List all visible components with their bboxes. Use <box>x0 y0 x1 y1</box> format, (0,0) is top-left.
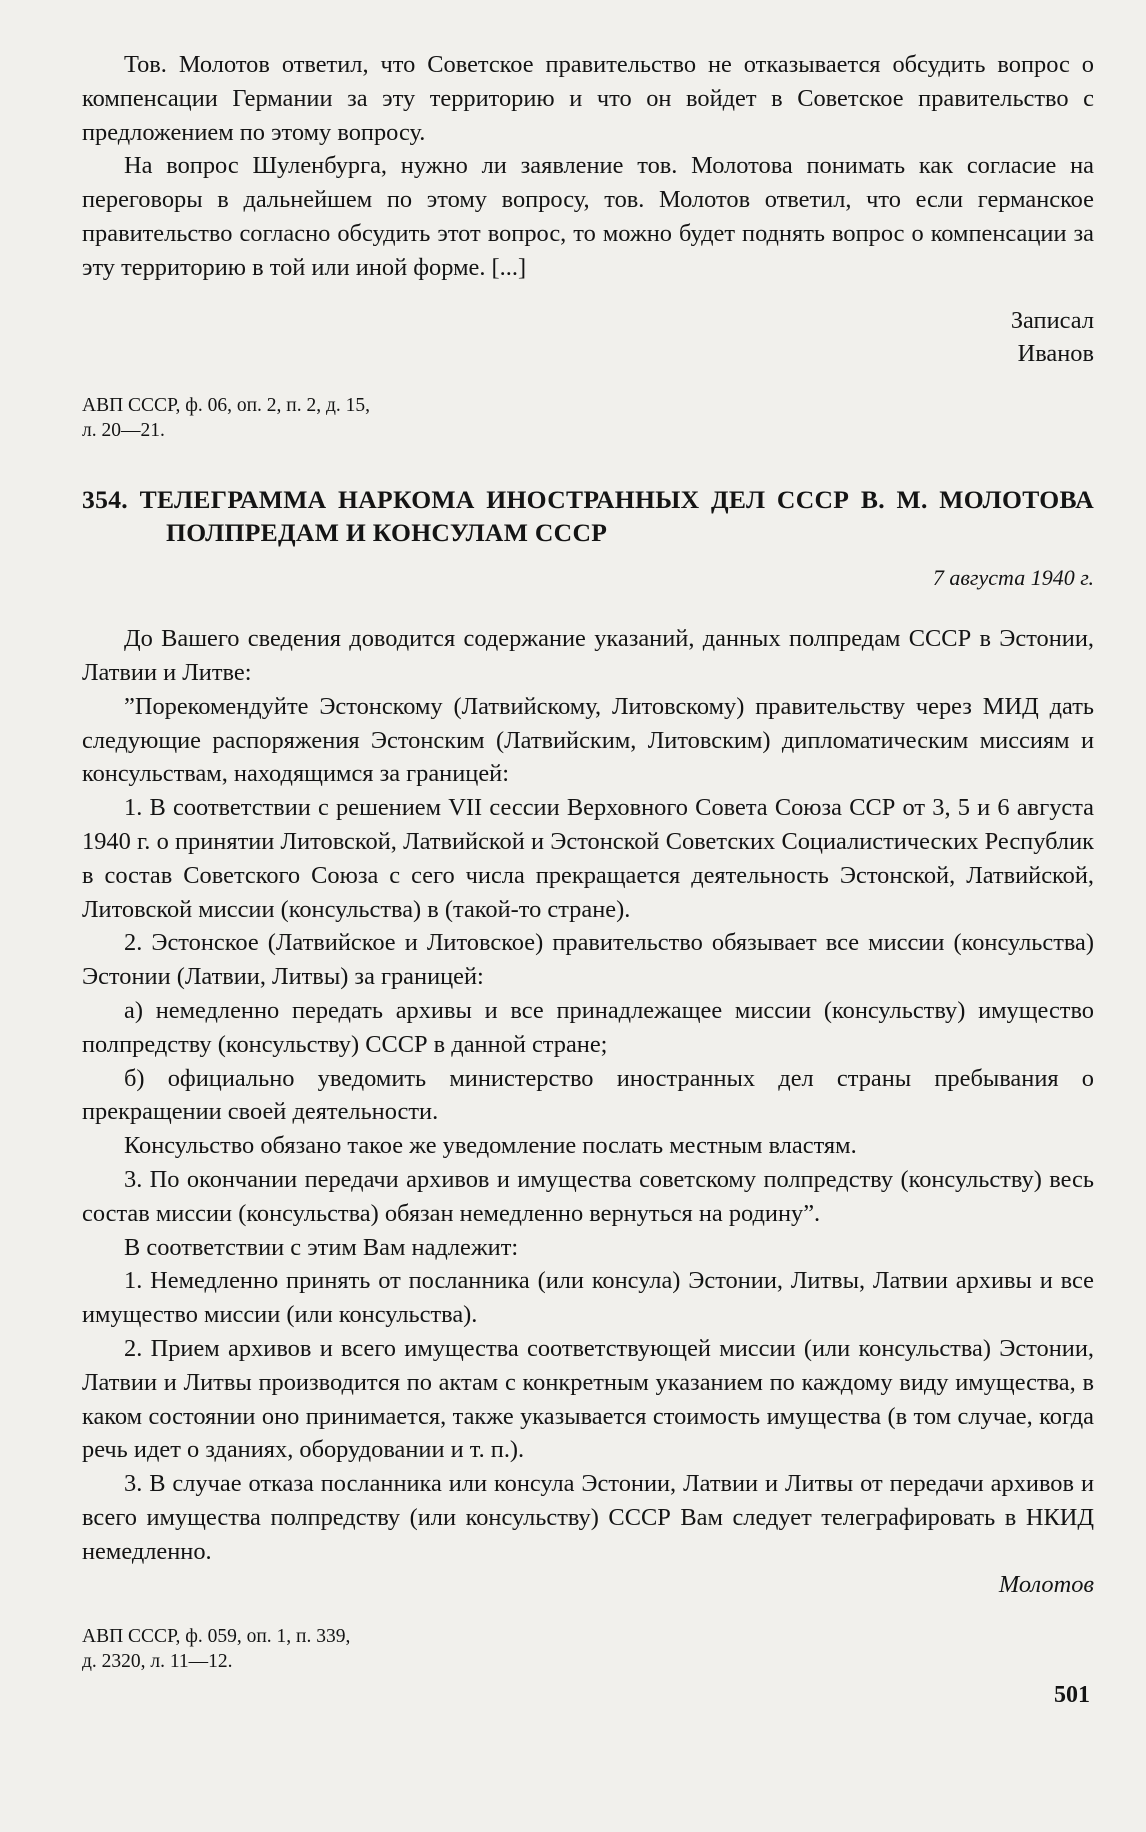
source-reference <box>82 393 1094 443</box>
paragraph: 3. По окончании передачи архивов и имущества советскому полпредству (консульству) весь состав миссии (консульства) обязан немедленно вернуться на родину”. <box>82 1165 1094 1227</box>
paragraph: ”Порекомендуйте Эстонскому (Латвийскому, Литовскому) правительству через МИД дать следующие распоряжения Эстонским (Латвийским, Литовским) дипломатическим миссиям и консульствам, находящимся за границей: <box>82 692 1094 788</box>
signature: Молотов <box>998 1571 1094 1599</box>
paragraph: Консульство обязано такое же уведомление послать местным властям. <box>124 1132 857 1160</box>
page-number: 501 <box>1054 1682 1090 1708</box>
source-line: АВП СССР, ф. 059, оп. 1, п. 339, <box>82 1626 351 1648</box>
document-title: 354. ТЕЛЕГРАММА НАРКОМА ИНОСТРАННЫХ ДЕЛ СССР В. М. МОЛОТОВА ПОЛПРЕДАМ И КОНСУЛАМ СССР <box>82 485 1094 548</box>
source-line: л. 20—21. <box>82 420 165 442</box>
document-354 <box>82 483 1094 1674</box>
paragraph: б) официально уведомить министерство иностранных дел страны пребывания о прекращении своей деятельности. <box>82 1064 1094 1126</box>
paragraph: 2. Прием архивов и всего имущества соответствующей миссии (или консульства) Эстонии, Латвии и Литвы производится по актам с конкретным указанием по каждому виду имущества, в каком состоянии оно принимается, также указывается стоимость имущества (в том случае, когда речь идет о зданиях, оборудовании и т. п.). <box>82 1334 1094 1464</box>
paragraph: 1. Немедленно принять от посланника (или консула) Эстонии, Литвы, Латвии архивы и все имущество миссии (или консульства). <box>82 1267 1094 1329</box>
recorded-by-label: Записал <box>1010 306 1094 334</box>
paragraph: В соответствии с этим Вам надлежит: <box>124 1233 519 1261</box>
previous-document-ending <box>82 48 1094 443</box>
paragraph: 3. В случае отказа посланника или консула Эстонии, Латвии и Литвы от передачи архивов и всего имущества полпредству (или консульству) СССР Вам следует телеграфировать в НКИД немедленно. <box>82 1470 1094 1565</box>
paragraph: На вопрос Шуленбурга, нужно ли заявление тов. Молотова понимать как согласие на переговоры в дальнейшем по этому вопросу, тов. Молотов ответил, что если германское правительство согласно обсудить этот вопрос, то можно будет поднять вопрос о компенсации за эту территорию в той или иной форме. [...] <box>82 152 1094 281</box>
paragraph: а) немедленно передать архивы и все принадлежащее миссии (консульству) имущество полпредству (консульству) СССР в данной стране; <box>82 996 1094 1058</box>
paragraph: 2. Эстонское (Латвийское и Литовское) правительство обязывает все миссии (консульства) Эстонии (Латвии, Литвы) за границей: <box>82 929 1094 991</box>
document-body <box>82 622 1094 1568</box>
paragraph: 1. В соответствии с решением VII сессии Верховного Совета Союза ССР от 3, 5 и 6 августа 1940 г. о принятии Литовской, Латвийской и Эстонской Советских Социалистических Республик в состав Советского Союза с сего числа прекращается деятельность Эстонской, Латвийской, Литовской миссии (консульства) в (такой-то стране). <box>82 794 1094 923</box>
paragraph: До Вашего сведения доводится содержание указаний, данных полпредам СССР в Эстонии, Латвии и Литве: <box>82 625 1094 686</box>
paragraph: Тов. Молотов ответил, что Советское правительство не отказывается обсудить вопрос о компенсации Германии за эту территорию и что он войдет в Советское правительство с предложением по этому вопросу. <box>82 51 1094 146</box>
recorded-by-name: Иванов <box>1017 340 1094 368</box>
source-reference <box>82 1624 1094 1674</box>
source-line: д. 2320, л. 11—12. <box>82 1651 233 1673</box>
source-line: АВП СССР, ф. 06, оп. 2, п. 2, д. 15, <box>82 395 371 417</box>
document-date: 7 августа 1940 г. <box>932 565 1094 591</box>
